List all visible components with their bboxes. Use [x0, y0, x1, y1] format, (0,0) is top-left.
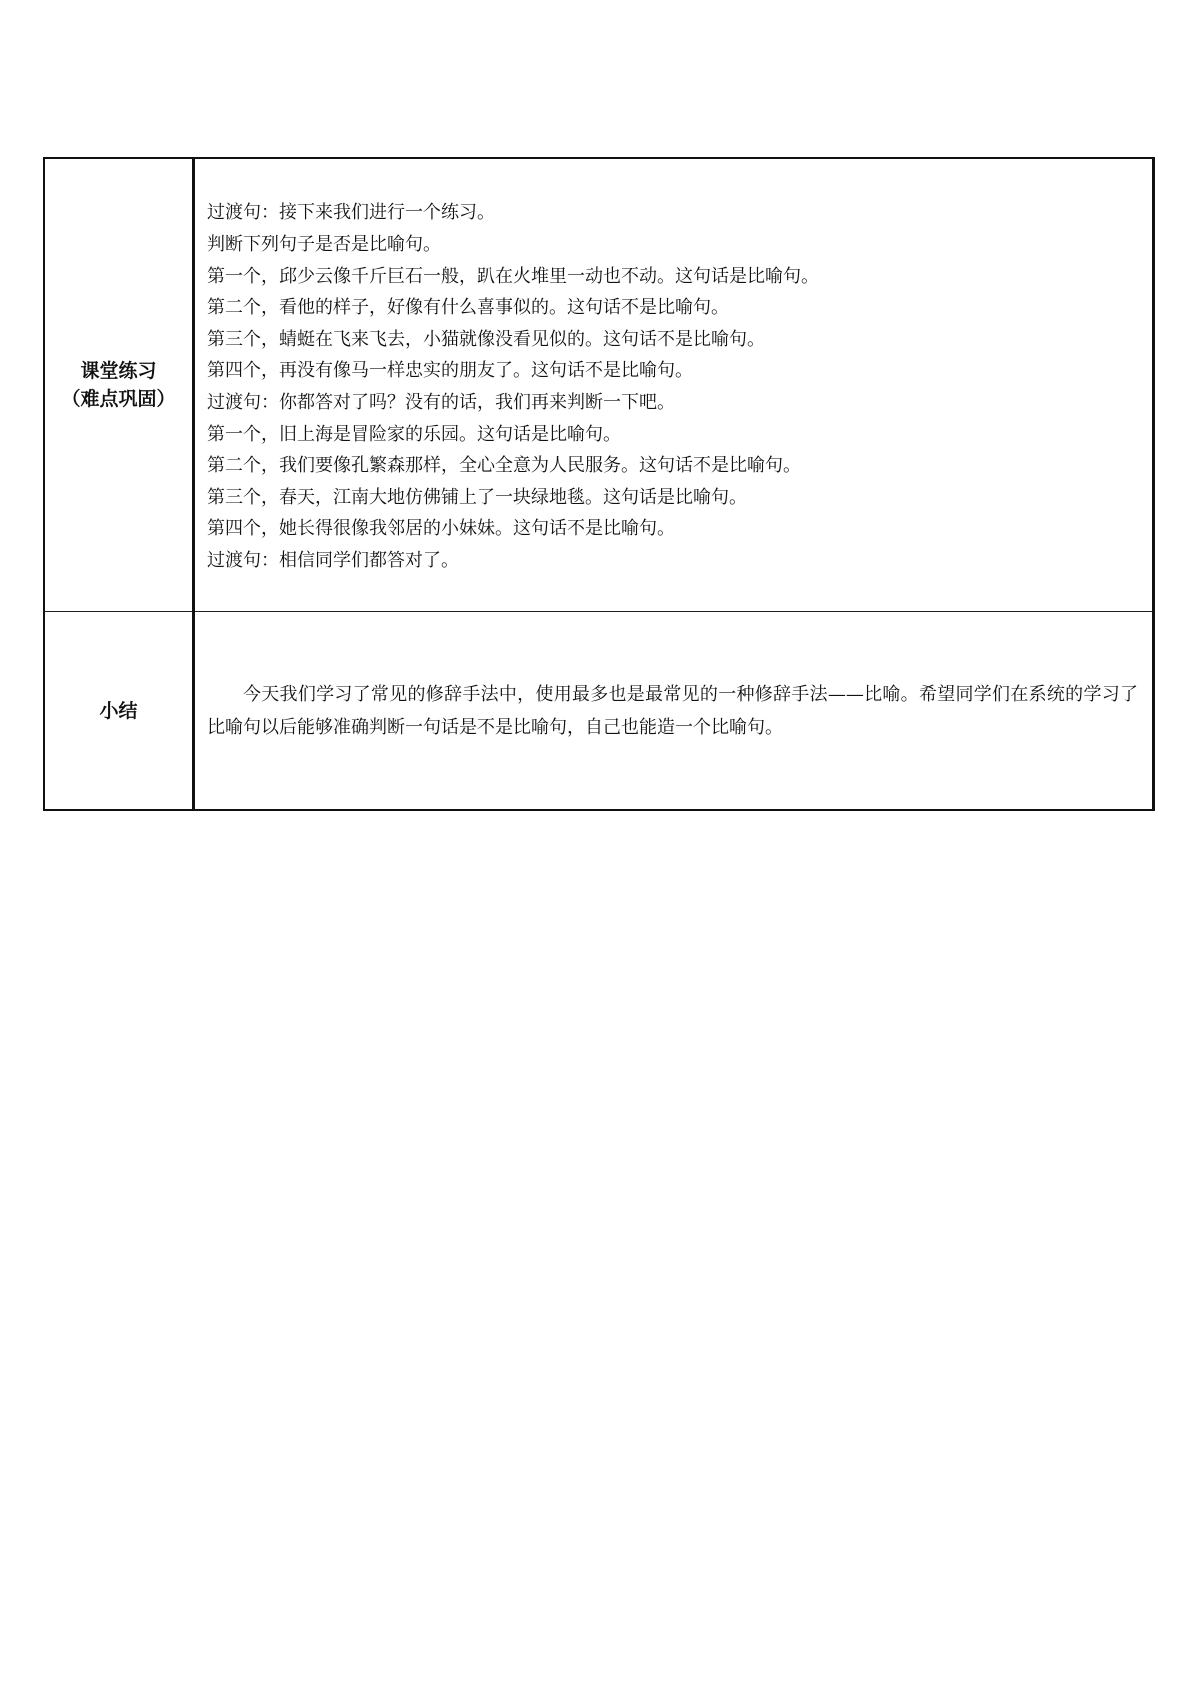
- row-label-summary: [44, 612, 194, 811]
- practice-line: 过渡句：接下来我们进行一个练习。: [207, 202, 495, 224]
- practice-line: 第一个，旧上海是冒险家的乐园。这句话是比喻句。: [207, 423, 621, 445]
- practice-line: 过渡句：你都答对了吗？没有的话，我们再来判断一下吧。: [207, 392, 675, 413]
- practice-line: 第四个，再没有像马一样忠实的朋友了。这句话不是比喻句。: [207, 360, 693, 382]
- summary-content: [194, 612, 1154, 811]
- lesson-table: [43, 157, 1155, 811]
- row-label-practice: [44, 158, 194, 612]
- practice-line: 第四个，她长得很像我邻居的小妹妹。这句话不是比喻句。: [207, 518, 675, 540]
- practice-content: [194, 158, 1154, 612]
- row-label-line: 课堂练习: [80, 360, 157, 382]
- row-label-line: 小结: [99, 699, 138, 722]
- practice-line: 判断下列句子是否是比喻句。: [207, 234, 441, 256]
- practice-line: 第三个，蜻蜓在飞来飞去，小猫就像没看见似的。这句话不是比喻句。: [207, 328, 765, 350]
- practice-line: 第一个，邱少云像千斤巨石一般，趴在火堆里一动也不动。这句话是比喻句。: [207, 265, 819, 287]
- table-row-summary: [44, 612, 1154, 811]
- practice-line: 第三个，春天，江南大地仿佛铺上了一块绿地毯。这句话是比喻句。: [207, 486, 747, 508]
- table-row-practice: [44, 158, 1154, 612]
- row-label-line: （难点巩固）: [61, 388, 176, 410]
- practice-line: 过渡句：相信同学们都答对了。: [207, 549, 459, 571]
- practice-line: 第二个，我们要像孔繁森那样，全心全意为人民服务。这句话不是比喻句。: [207, 455, 801, 477]
- summary-paragraph: 今天我们学习了常见的修辞手法中，使用最多也是最常见的一种修辞手法——比喻。希望同学们在系统的学习了比喻句以后能够准确判断一句话是不是比喻句，自己也能造一个比喻句。: [207, 683, 1138, 738]
- practice-line: 第二个，看他的样子，好像有什么喜事似的。这句话不是比喻句。: [207, 297, 729, 319]
